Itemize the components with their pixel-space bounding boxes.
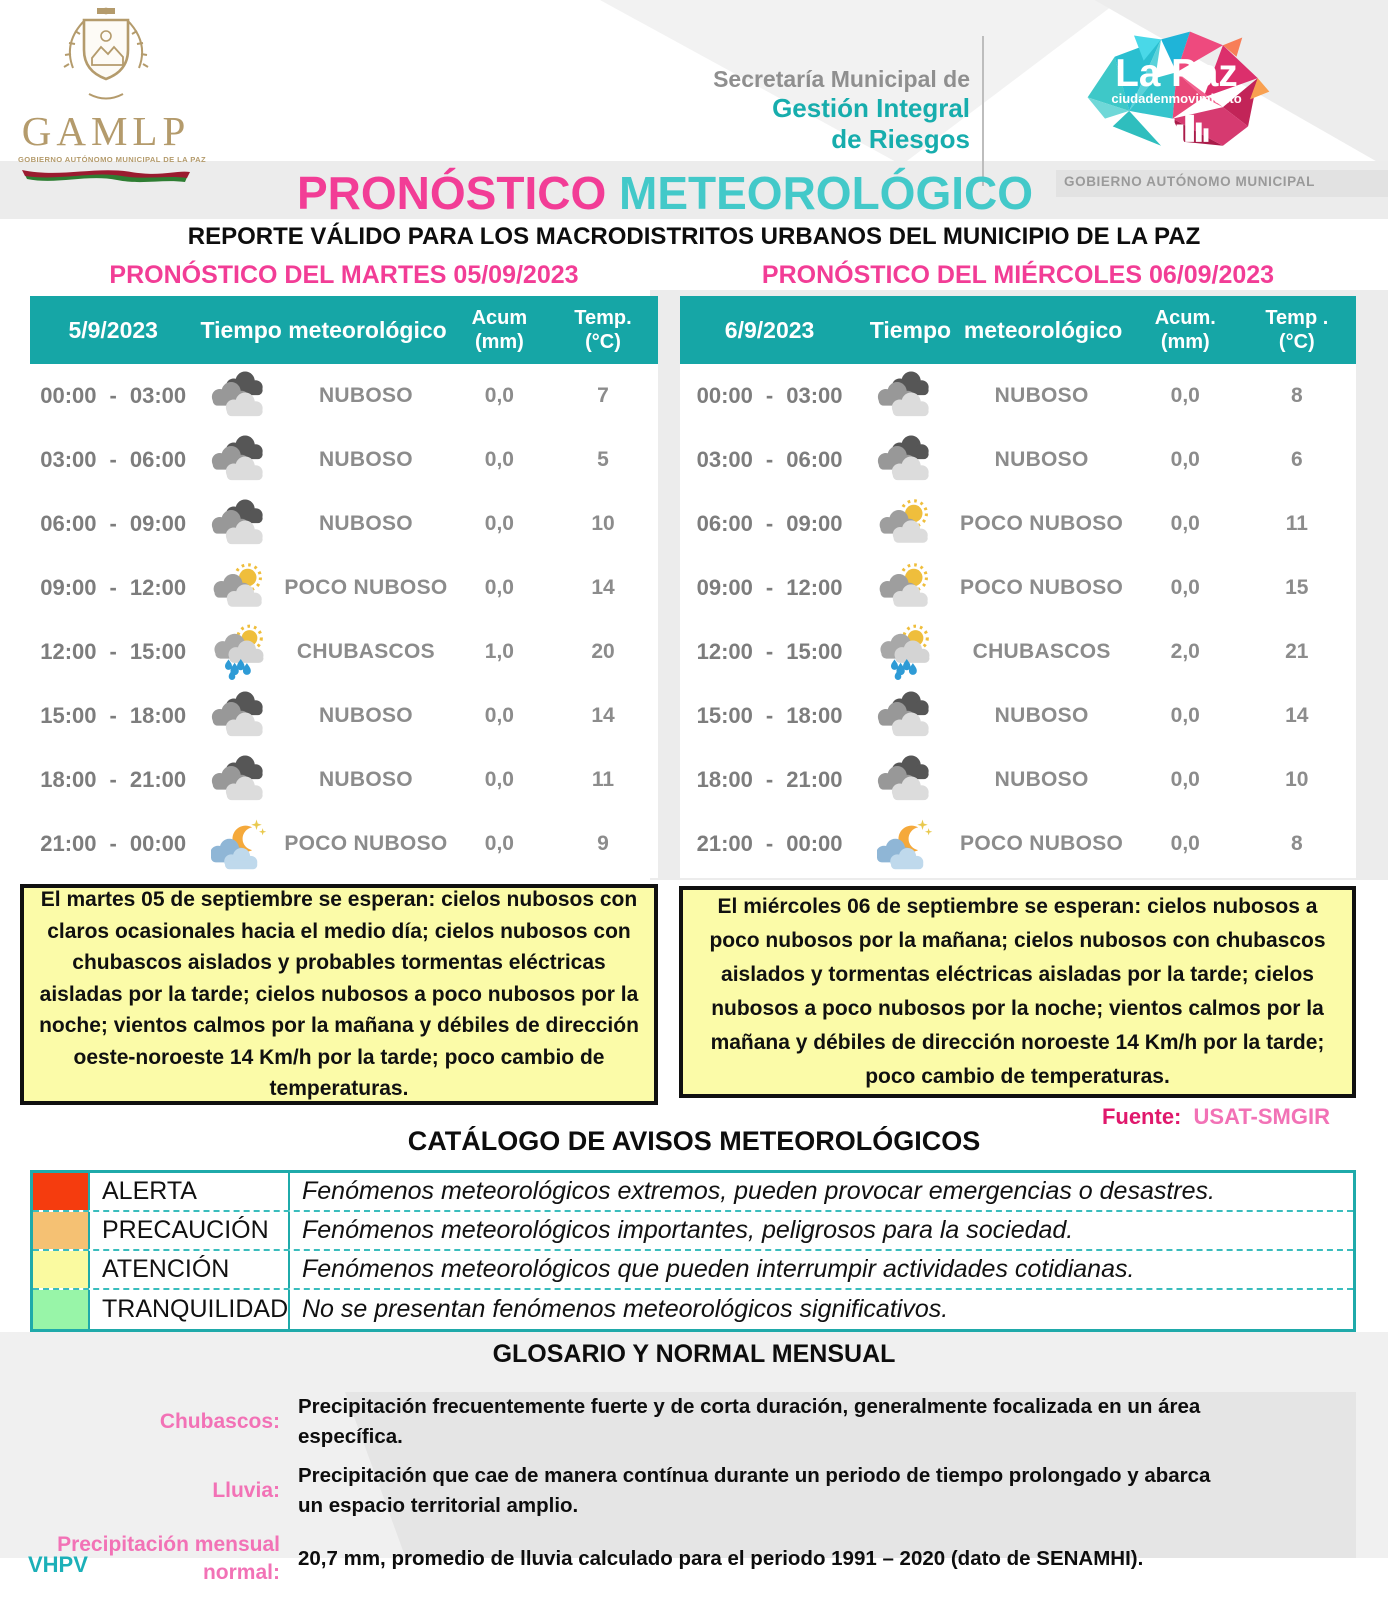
condition-label: NUBOSO — [994, 704, 1089, 727]
summary-box-tuesday: El martes 05 de septiembre se esperan: cielos nubosos con claros ocasionales hacia el medio día; cielos nubosos con chubascos aislados y probables tormentas eléctricas aisladas por la tarde; cielos nubosos a poco nubosos por la noche; vientos calmos por la mañana y débiles de dirección oeste-noroeste 14 Km/h por la tarde; poco cambio de temperaturas. — [20, 884, 658, 1105]
time-range — [680, 831, 859, 857]
time-range — [30, 511, 196, 537]
severity-color-swatch — [33, 1251, 90, 1288]
acum-value: 0,0 — [484, 384, 514, 407]
time-range — [30, 447, 196, 473]
time-to: 03:00 — [786, 383, 843, 408]
forecast-row — [30, 492, 658, 556]
time-separator: - — [109, 575, 117, 600]
time-to: 03:00 — [129, 383, 187, 408]
acum-value: 0,0 — [1170, 384, 1200, 407]
temp-value: 15 — [1285, 576, 1309, 599]
time-from: 15:00 — [696, 703, 753, 728]
condition-label: POCO NUBOSO — [960, 576, 1124, 599]
temp-value: 6 — [1290, 448, 1303, 471]
time-separator: - — [765, 447, 774, 472]
condition-label: NUBOSO — [994, 384, 1089, 407]
forecast-row — [680, 364, 1356, 428]
source-label: Fuente: — [1101, 1104, 1182, 1129]
severity-label: ALERTA — [90, 1173, 290, 1210]
page-title-word2: METEOROLÓGICO — [619, 167, 1034, 219]
poco-nuboso-dia-icon — [196, 560, 281, 616]
time-separator: - — [109, 703, 117, 728]
time-to: 21:00 — [129, 767, 187, 792]
temp-value: 20 — [591, 640, 615, 663]
glossary-definition: Precipitación que cae de manera contínua durante un periodo de tiempo prolongado y abarca un espacio territorial amplio. — [298, 1464, 1211, 1518]
forecast-row — [680, 748, 1356, 812]
glossary-entry — [30, 1461, 1356, 1520]
condition-label: NUBOSO — [318, 384, 413, 407]
page-title-word1: PRONÓSTICO — [296, 167, 607, 219]
temp-value: 14 — [1285, 704, 1309, 727]
nuboso-icon — [196, 432, 281, 488]
catalog-title: CATÁLOGO DE AVISOS METEOROLÓGICOS — [407, 1126, 981, 1156]
time-to: 00:00 — [786, 831, 843, 856]
temp-value: 8 — [1290, 832, 1303, 855]
forecast-row — [30, 812, 658, 876]
acum-value: 2,0 — [1170, 640, 1200, 663]
temp-value: 11 — [1285, 512, 1308, 535]
time-separator: - — [765, 383, 774, 408]
source-value: USAT-SMGIR — [1193, 1104, 1330, 1129]
time-separator: - — [109, 767, 117, 792]
time-range — [680, 447, 859, 473]
time-from: 00:00 — [40, 383, 97, 408]
acum-value: 0,0 — [1170, 768, 1200, 791]
poco-nuboso-noche-icon — [196, 816, 281, 872]
gamlp-logo — [18, 6, 207, 191]
severity-label: TRANQUILIDAD — [90, 1290, 290, 1329]
condition-label: POCO NUBOSO — [284, 832, 448, 855]
glossary-definition: 20,7 mm, promedio de lluvia calculado para el periodo 1991 – 2020 (dato de SENAMHI). — [298, 1547, 1144, 1571]
time-separator: - — [109, 383, 117, 408]
time-range — [30, 767, 196, 793]
time-range — [680, 767, 859, 793]
time-separator: - — [765, 703, 774, 728]
time-range — [30, 639, 196, 665]
page-subtitle: REPORTE VÁLIDO PARA LOS MACRODISTRITOS URBANOS DEL MUNICIPIO DE LA PAZ — [187, 223, 1201, 250]
time-separator: - — [765, 639, 774, 664]
acum-value: 0,0 — [484, 512, 514, 535]
temp-value: 14 — [591, 576, 615, 599]
forecast-table-wednesday — [680, 258, 1356, 876]
time-to: 00:00 — [129, 831, 187, 856]
catalog-row — [33, 1173, 1353, 1212]
severity-color-swatch — [33, 1290, 90, 1329]
nuboso-icon — [859, 688, 950, 744]
time-to: 09:00 — [129, 511, 187, 536]
nuboso-icon — [859, 752, 950, 808]
time-from: 09:00 — [696, 575, 753, 600]
catalog-table — [30, 1170, 1356, 1332]
poco-nuboso-noche-icon — [859, 816, 950, 872]
time-to: 09:00 — [786, 511, 843, 536]
time-from: 21:00 — [40, 831, 97, 856]
time-separator: - — [765, 767, 774, 792]
author-initials: VHPV — [28, 1552, 88, 1577]
nuboso-icon — [196, 368, 281, 424]
time-to: 18:00 — [786, 703, 843, 728]
glossary-title: GLOSARIO Y NORMAL MENSUAL — [492, 1340, 896, 1368]
column-header-acum: Acum. (mm) — [1154, 307, 1216, 353]
poco-nuboso-dia-icon — [859, 496, 950, 552]
time-to: 12:00 — [129, 575, 187, 600]
nuboso-icon — [196, 496, 281, 552]
acum-value: 0,0 — [484, 832, 514, 855]
column-header-date: 6/9/2023 — [724, 316, 815, 343]
acum-value: 0,0 — [1170, 448, 1200, 471]
forecast-row — [680, 428, 1356, 492]
severity-description: Fenómenos meteorológicos que pueden interrumpir actividades cotidianas. — [302, 1255, 1135, 1283]
time-range — [680, 511, 859, 537]
condition-label: POCO NUBOSO — [960, 832, 1124, 855]
glossary-entry — [30, 1392, 1356, 1451]
forecast-row — [680, 812, 1356, 876]
time-from: 18:00 — [40, 767, 97, 792]
time-range — [30, 831, 196, 857]
temp-value: 5 — [597, 448, 609, 471]
page-title — [0, 166, 1330, 220]
column-header-acum: Acum (mm) — [471, 307, 528, 353]
condition-label: POCO NUBOSO — [960, 512, 1124, 535]
acum-value: 0,0 — [484, 576, 514, 599]
time-from: 12:00 — [40, 639, 97, 664]
time-to: 12:00 — [786, 575, 843, 600]
condition-label: CHUBASCOS — [296, 640, 435, 663]
catalog-row — [33, 1251, 1353, 1290]
severity-label: ATENCIÓN — [90, 1251, 290, 1288]
temp-value: 10 — [591, 512, 615, 535]
time-separator: - — [765, 831, 774, 856]
nuboso-icon — [196, 688, 281, 744]
glossary-list — [30, 1392, 1356, 1598]
time-from: 00:00 — [696, 383, 753, 408]
acum-value: 1,0 — [484, 640, 514, 663]
acum-value: 0,0 — [1170, 832, 1200, 855]
severity-label: PRECAUCIÓN — [90, 1212, 290, 1249]
time-to: 18:00 — [129, 703, 187, 728]
column-header-weather: Tiempo meteorológico — [869, 316, 1123, 343]
forecast-row — [30, 748, 658, 812]
lapaz-tagline: ciudadenmovimiento — [1111, 91, 1242, 107]
catalog-row — [33, 1290, 1353, 1329]
chubascos-icon — [196, 624, 281, 680]
summary-box-wednesday: El miércoles 06 de septiembre se esperan: cielos nubosos a poco nubosos por la mañana; cielos nubosos con chubascos aislados y tormentas eléctricas aisladas por la tarde; cielos nubosos a poco nubosos por la noche; vientos calmos por la mañana y débiles de dirección noroeste 14 Km/h por la tarde; poco cambio de temperaturas. — [679, 886, 1356, 1098]
gamlp-caption: GOBIERNO AUTÓNOMO MUNICIPAL DE LA PAZ — [18, 155, 207, 164]
secretaria-line2: Gestión Integral — [772, 93, 970, 124]
acum-value: 0,0 — [1170, 704, 1200, 727]
column-header-temp: Temp . (°C) — [1265, 307, 1329, 353]
time-to: 15:00 — [786, 639, 843, 664]
header-divider — [982, 36, 984, 186]
forecast-table-header — [30, 296, 658, 364]
time-range — [680, 639, 859, 665]
forecast-row — [30, 556, 658, 620]
glossary-term: Lluvia: — [212, 1478, 280, 1502]
column-header-date: 5/9/2023 — [68, 316, 158, 343]
nuboso-icon — [859, 368, 950, 424]
glossary-term: Precipitación mensual normal: — [57, 1532, 280, 1585]
lapaz-logo — [1075, 22, 1280, 167]
time-range — [30, 703, 196, 729]
acum-value: 0,0 — [1170, 576, 1200, 599]
forecast-row — [680, 492, 1356, 556]
forecast-table-title: PRONÓSTICO DEL MARTES 05/09/2023 — [109, 261, 579, 289]
poco-nuboso-dia-icon — [859, 560, 950, 616]
time-from: 06:00 — [696, 511, 753, 536]
secretaria-line3: de Riesgos — [831, 123, 970, 154]
severity-description: Fenómenos meteorológicos importantes, peligrosos para la sociedad. — [302, 1216, 1074, 1244]
time-from: 15:00 — [40, 703, 97, 728]
temp-value: 8 — [1290, 384, 1303, 407]
acum-value: 0,0 — [484, 704, 514, 727]
forecast-row — [680, 620, 1356, 684]
forecast-table-tuesday — [30, 258, 658, 876]
column-header-weather: Tiempo meteorológico — [200, 316, 447, 343]
condition-label: NUBOSO — [994, 448, 1089, 471]
forecast-row — [680, 556, 1356, 620]
nuboso-icon — [859, 432, 950, 488]
acum-value: 0,0 — [1170, 512, 1200, 535]
time-from: 18:00 — [696, 767, 753, 792]
gamlp-acronym: GAMLP — [21, 108, 191, 154]
temp-value: 10 — [1285, 768, 1309, 791]
chubascos-icon — [859, 624, 950, 680]
time-separator: - — [109, 831, 117, 856]
time-range — [680, 575, 859, 601]
catalog-row — [33, 1212, 1353, 1251]
condition-label: NUBOSO — [994, 768, 1089, 791]
nuboso-icon — [196, 752, 281, 808]
time-from: 03:00 — [40, 447, 97, 472]
forecast-table-header — [680, 296, 1356, 364]
time-to: 06:00 — [129, 447, 187, 472]
glossary-definition: Precipitación frecuentemente fuerte y de corta duración, generalmente focalizada en un área específica. — [298, 1395, 1201, 1448]
time-range — [30, 575, 196, 601]
severity-description: Fenómenos meteorológicos extremos, pueden provocar emergencias o desastres. — [302, 1177, 1215, 1205]
time-from: 03:00 — [696, 447, 753, 472]
time-to: 21:00 — [786, 767, 843, 792]
lapaz-caption: GOBIERNO AUTÓNOMO MUNICIPAL — [1064, 174, 1315, 189]
condition-label: NUBOSO — [318, 512, 413, 535]
time-separator: - — [109, 511, 117, 536]
acum-value: 0,0 — [484, 448, 514, 471]
time-range — [680, 383, 859, 409]
forecast-row — [30, 364, 658, 428]
time-to: 15:00 — [129, 639, 187, 664]
time-to: 06:00 — [786, 447, 843, 472]
secretaria-line1: Secretaría Municipal de — [713, 66, 970, 92]
condition-label: NUBOSO — [318, 704, 413, 727]
time-from: 06:00 — [40, 511, 97, 536]
time-from: 21:00 — [696, 831, 753, 856]
condition-label: NUBOSO — [318, 768, 413, 791]
time-from: 09:00 — [40, 575, 97, 600]
secretaria-block — [690, 66, 970, 154]
temp-value: 11 — [591, 768, 615, 791]
time-separator: - — [765, 511, 774, 536]
acum-value: 0,0 — [484, 768, 514, 791]
forecast-row — [30, 428, 658, 492]
severity-description: No se presentan fenómenos meteorológicos significativos. — [302, 1295, 949, 1323]
gamlp-crest-icon — [45, 6, 167, 104]
temp-value: 9 — [597, 832, 609, 855]
temp-value: 21 — [1285, 640, 1309, 663]
forecast-row — [680, 684, 1356, 748]
lapaz-name: La Paz — [1115, 51, 1238, 95]
severity-color-swatch — [33, 1212, 90, 1249]
time-separator: - — [765, 575, 774, 600]
time-range — [30, 383, 196, 409]
severity-color-swatch — [33, 1173, 90, 1210]
time-separator: - — [109, 639, 117, 664]
glossary-term: Chubascos: — [159, 1409, 280, 1433]
time-from: 12:00 — [696, 639, 753, 664]
forecast-row — [30, 684, 658, 748]
forecast-rows — [30, 364, 658, 876]
column-header-temp: Temp. (°C) — [574, 307, 632, 353]
condition-label: POCO NUBOSO — [284, 576, 448, 599]
condition-label: CHUBASCOS — [972, 640, 1111, 663]
forecast-rows — [680, 364, 1356, 876]
time-separator: - — [109, 447, 117, 472]
forecast-row — [30, 620, 658, 684]
temp-value: 14 — [591, 704, 615, 727]
time-range — [680, 703, 859, 729]
temp-value: 7 — [597, 384, 609, 407]
glossary-entry — [30, 1531, 1356, 1588]
forecast-table-title: PRONÓSTICO DEL MIÉRCOLES 06/09/2023 — [761, 261, 1275, 289]
condition-label: NUBOSO — [318, 448, 413, 471]
